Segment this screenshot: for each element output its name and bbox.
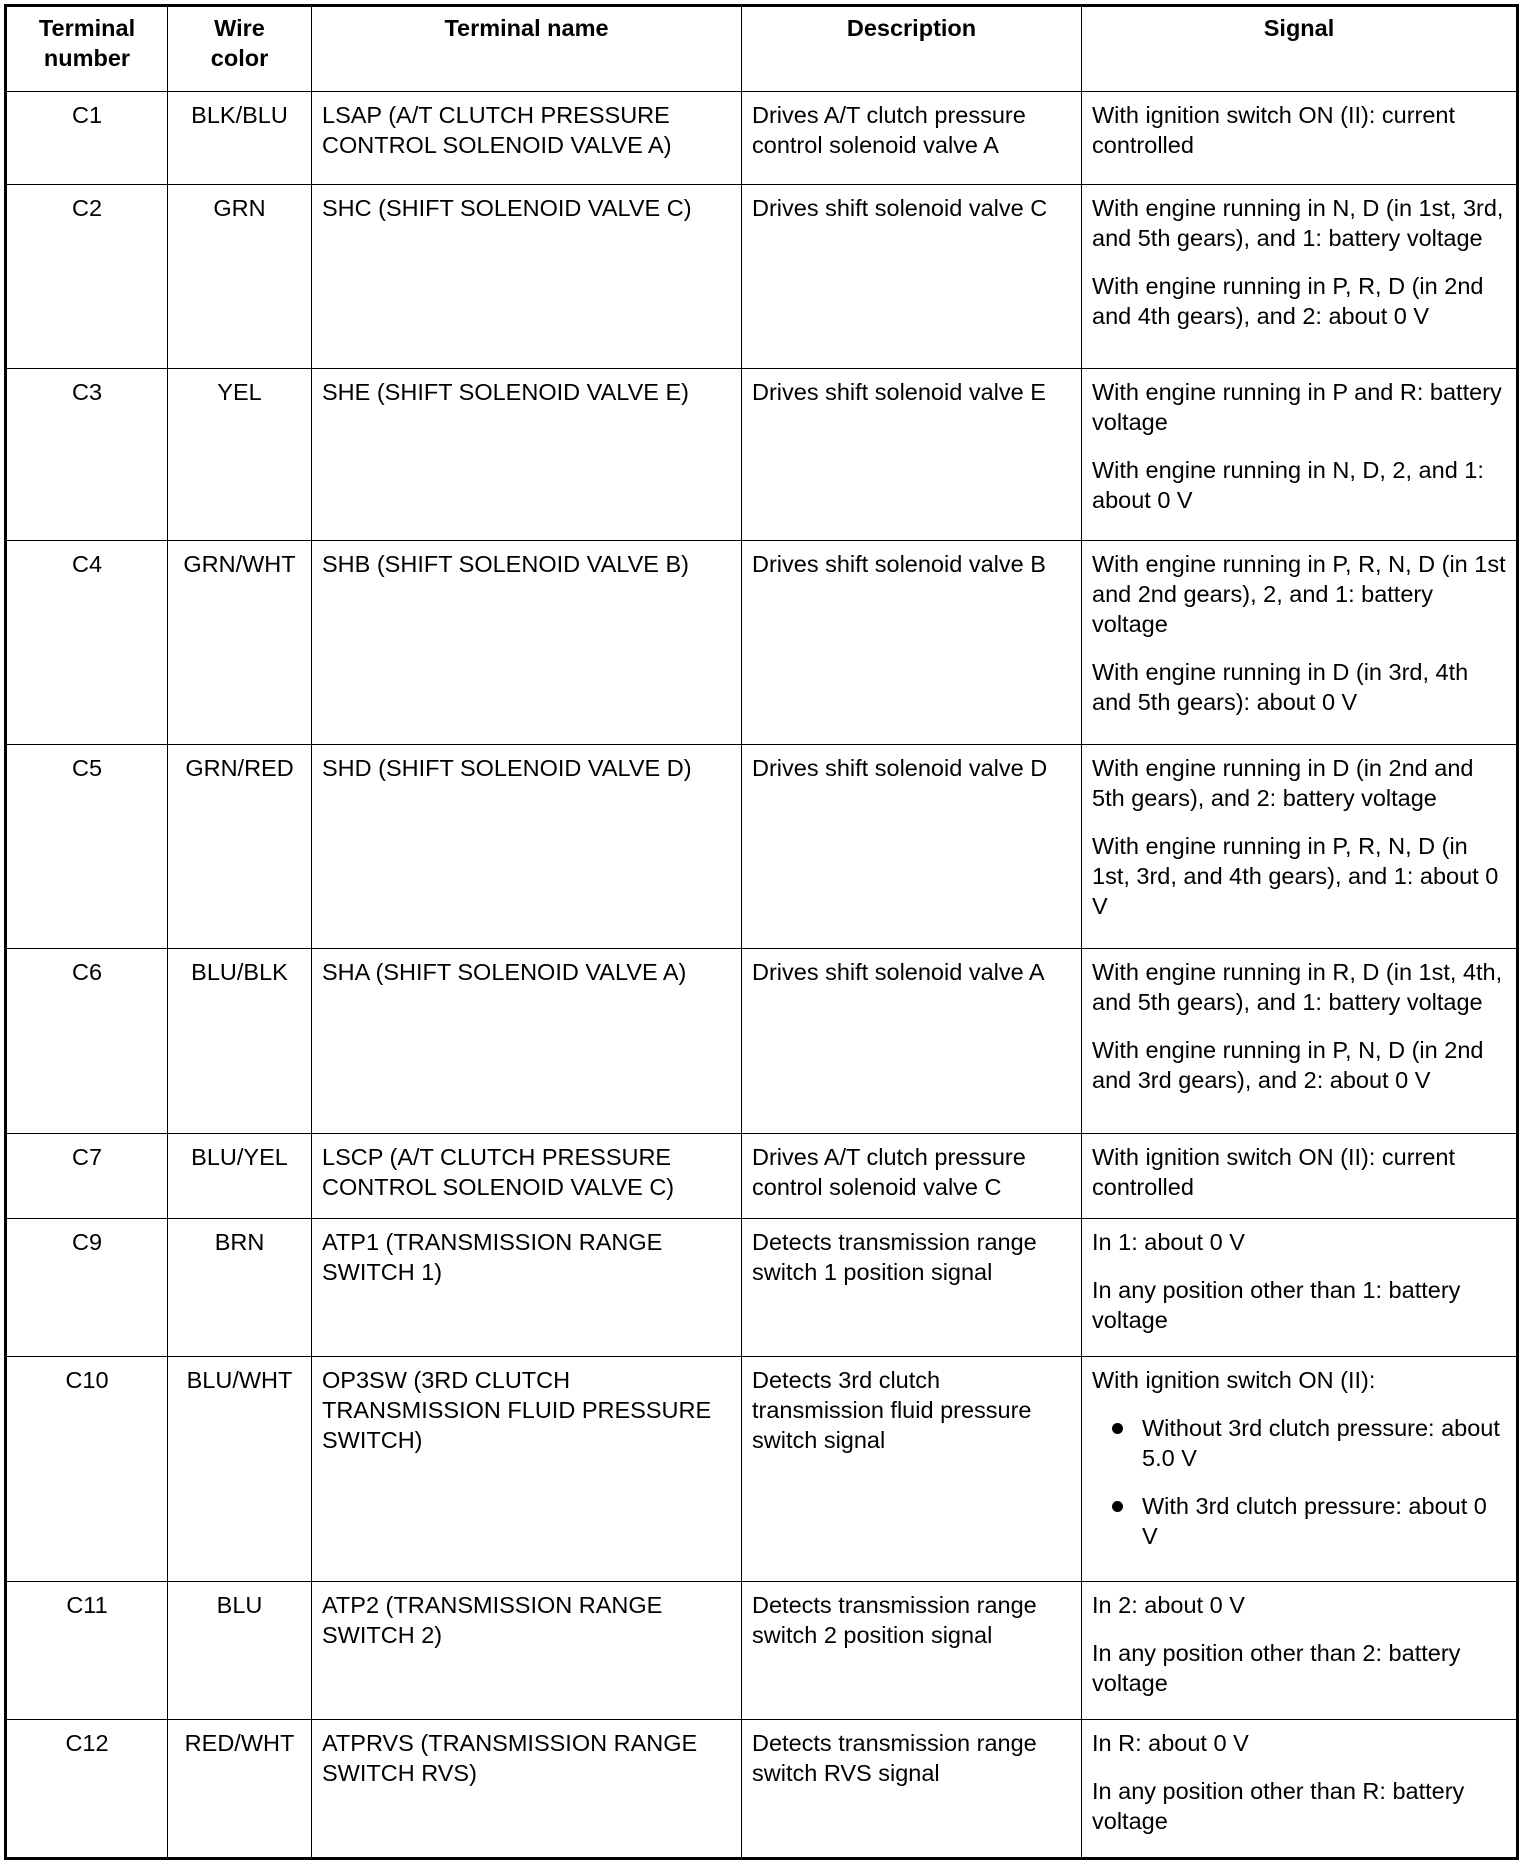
terminal-name-cell: SHC (SHIFT SOLENOID VALVE C)	[312, 184, 742, 369]
wire-color-cell: YEL	[168, 369, 312, 540]
table-row	[6, 540, 1518, 744]
terminal-number-cell: C10	[6, 1357, 168, 1581]
table-row	[6, 1357, 1518, 1581]
wire-color-cell: GRN/WHT	[168, 540, 312, 744]
description-cell: Drives A/T clutch pressure control solenoid valve C	[742, 1134, 1082, 1219]
table-row	[6, 1219, 1518, 1357]
signal-cell	[1082, 184, 1518, 369]
terminal-number-cell: C11	[6, 1581, 168, 1719]
table-row	[6, 745, 1518, 949]
wire-color-cell: GRN	[168, 184, 312, 369]
description-cell: Detects transmission range switch RVS signal	[742, 1719, 1082, 1858]
table-row	[6, 949, 1518, 1134]
description-cell: Detects transmission range switch 2 position signal	[742, 1581, 1082, 1719]
terminal-name-cell: LSAP (A/T CLUTCH PRESSURE CONTROL SOLENOID VALVE A)	[312, 92, 742, 185]
terminal-number-cell: C5	[6, 745, 168, 949]
header-description: Description	[742, 6, 1082, 92]
table-row	[6, 92, 1518, 185]
description-cell: Detects transmission range switch 1 position signal	[742, 1219, 1082, 1357]
terminal-name-cell: LSCP (A/T CLUTCH PRESSURE CONTROL SOLENOID VALVE C)	[312, 1134, 742, 1219]
signal-text: With ignition switch ON (II): current controlled	[1092, 102, 1456, 158]
signal-text: With engine running in P and R: battery voltage	[1092, 379, 1502, 436]
signal-bullet-item	[1092, 1491, 1506, 1551]
signal-cell	[1082, 1581, 1518, 1719]
signal-text: With engine running in D (in 3rd, 4th and 5th gears): about 0 V	[1092, 658, 1469, 715]
signal-cell	[1082, 1357, 1518, 1581]
terminal-name-cell: OP3SW (3RD CLUTCH TRANSMISSION FLUID PRESSURE SWITCH)	[312, 1357, 742, 1581]
terminal-number-cell: C3	[6, 369, 168, 540]
bullet-dot-icon	[1112, 1501, 1123, 1512]
signal-text: In any position other than R: battery voltage	[1092, 1777, 1465, 1834]
signal-text: In 1: about 0 V	[1092, 1229, 1245, 1256]
signal-text: With engine running in D (in 2nd and 5th gears), and 2: battery voltage	[1092, 755, 1474, 812]
terminal-number-cell: C12	[6, 1719, 168, 1858]
signal-cell	[1082, 745, 1518, 949]
table-body	[6, 92, 1518, 1859]
table-row	[6, 369, 1518, 540]
bullet-dot-icon	[1112, 1423, 1123, 1434]
signal-cell	[1082, 369, 1518, 540]
table-row	[6, 184, 1518, 369]
signal-text: With engine running in P, N, D (in 2nd and 3rd gears), and 2: about 0 V	[1092, 1037, 1484, 1094]
terminal-name-cell: SHD (SHIFT SOLENOID VALVE D)	[312, 745, 742, 949]
terminal-table	[4, 4, 1519, 1860]
terminal-number-cell: C2	[6, 184, 168, 369]
signal-cell	[1082, 540, 1518, 744]
signal-text: In 2: about 0 V	[1092, 1591, 1245, 1618]
wire-color-cell: BLU	[168, 1581, 312, 1719]
description-cell: Drives shift solenoid valve B	[742, 540, 1082, 744]
terminal-name-cell: SHA (SHIFT SOLENOID VALVE A)	[312, 949, 742, 1134]
bullet-text: Without 3rd clutch pressure: about 5.0 V	[1142, 1415, 1500, 1472]
signal-text: With engine running in N, D, 2, and 1: about 0 V	[1092, 457, 1484, 514]
header-signal: Signal	[1082, 6, 1518, 92]
terminal-number-cell: C9	[6, 1219, 168, 1357]
terminal-name-cell: ATP2 (TRANSMISSION RANGE SWITCH 2)	[312, 1581, 742, 1719]
terminal-number-cell: C1	[6, 92, 168, 185]
signal-text: With engine running in R, D (in 1st, 4th, and 5th gears), and 1: battery voltage	[1092, 959, 1503, 1016]
wire-color-cell: BLU/WHT	[168, 1357, 312, 1581]
terminal-number-cell: C6	[6, 949, 168, 1134]
signal-cell	[1082, 949, 1518, 1134]
terminal-name-cell: SHE (SHIFT SOLENOID VALVE E)	[312, 369, 742, 540]
table-row	[6, 1719, 1518, 1858]
signal-text: With engine running in N, D (in 1st, 3rd, and 5th gears), and 1: battery voltage	[1092, 194, 1504, 251]
signal-text: In R: about 0 V	[1092, 1729, 1249, 1756]
terminal-name-cell: SHB (SHIFT SOLENOID VALVE B)	[312, 540, 742, 744]
header-row	[6, 6, 1518, 92]
wire-color-cell: BRN	[168, 1219, 312, 1357]
bullet-text: With 3rd clutch pressure: about 0 V	[1142, 1493, 1487, 1550]
wire-color-cell: BLU/BLK	[168, 949, 312, 1134]
wire-color-cell: BLK/BLU	[168, 92, 312, 185]
description-cell: Detects 3rd clutch transmission fluid pressure switch signal	[742, 1357, 1082, 1581]
description-cell: Drives shift solenoid valve E	[742, 369, 1082, 540]
wire-color-cell: GRN/RED	[168, 745, 312, 949]
table-row	[6, 1581, 1518, 1719]
signal-text: With engine running in P, R, N, D (in 1st, 3rd, and 4th gears), and 1: about 0 V	[1092, 833, 1499, 920]
description-cell: Drives A/T clutch pressure control solenoid valve A	[742, 92, 1082, 185]
description-cell: Drives shift solenoid valve C	[742, 184, 1082, 369]
terminal-number-cell: C4	[6, 540, 168, 744]
signal-text: In any position other than 2: battery voltage	[1092, 1639, 1461, 1696]
signal-cell	[1082, 92, 1518, 185]
terminal-number-cell: C7	[6, 1134, 168, 1219]
description-cell: Drives shift solenoid valve D	[742, 745, 1082, 949]
table-row	[6, 1134, 1518, 1219]
terminal-name-cell: ATPRVS (TRANSMISSION RANGE SWITCH RVS)	[312, 1719, 742, 1858]
wire-color-cell: BLU/YEL	[168, 1134, 312, 1219]
header-terminal-name: Terminal name	[312, 6, 742, 92]
signal-text: With ignition switch ON (II):	[1092, 1367, 1376, 1394]
terminal-name-cell: ATP1 (TRANSMISSION RANGE SWITCH 1)	[312, 1219, 742, 1357]
header-terminal-number: Terminal number	[6, 6, 168, 92]
description-cell: Drives shift solenoid valve A	[742, 949, 1082, 1134]
signal-bullet-item	[1092, 1413, 1506, 1473]
signal-text: In any position other than 1: battery voltage	[1092, 1277, 1461, 1334]
header-wire-color: Wire color	[168, 6, 312, 92]
signal-text: With ignition switch ON (II): current controlled	[1092, 1144, 1456, 1200]
signal-text: With engine running in P, R, N, D (in 1st and 2nd gears), 2, and 1: battery voltage	[1092, 550, 1506, 637]
signal-text: With engine running in P, R, D (in 2nd and 4th gears), and 2: about 0 V	[1092, 272, 1484, 329]
wire-color-cell: RED/WHT	[168, 1719, 312, 1858]
signal-cell	[1082, 1134, 1518, 1219]
signal-cell	[1082, 1219, 1518, 1357]
signal-cell	[1082, 1719, 1518, 1858]
